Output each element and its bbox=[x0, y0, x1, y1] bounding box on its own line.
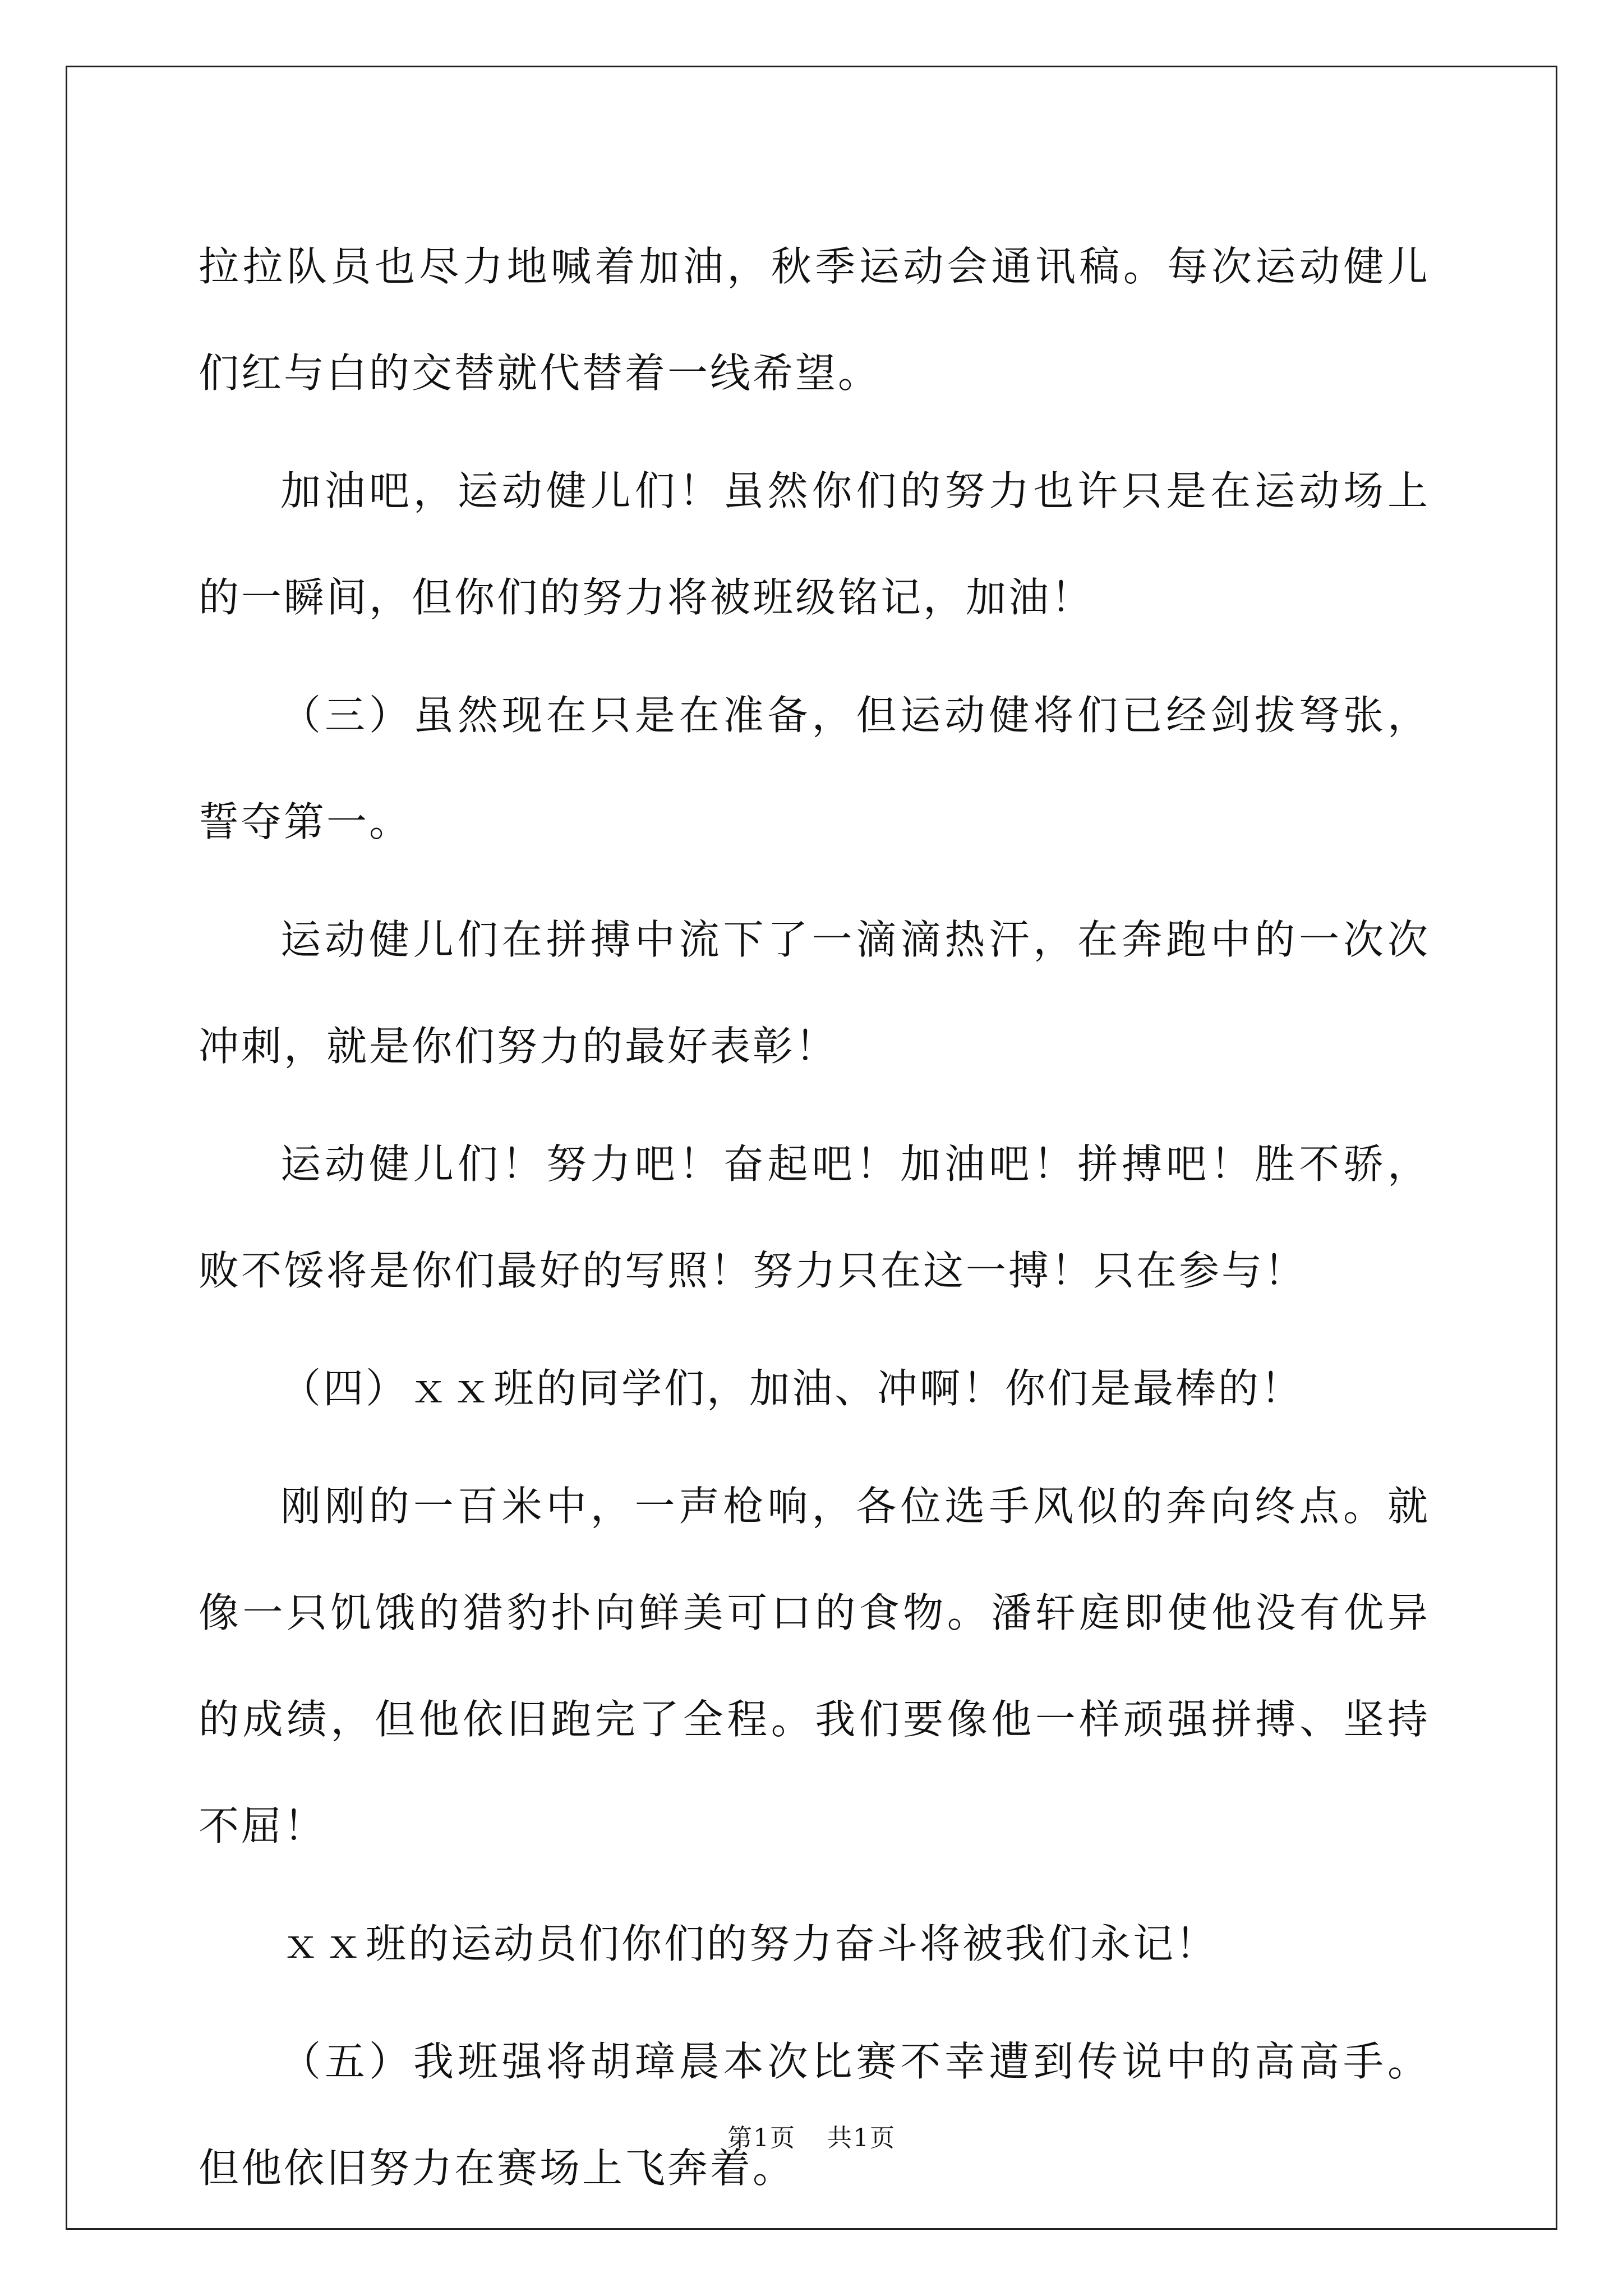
paragraph-8: ｘｘ班的运动员们你们的努力奋斗将被我们永记！ bbox=[280, 1920, 1219, 1967]
paragraph-6: （四）ｘｘ班的同学们，加油、冲啊！你们是最棒的！ bbox=[280, 1365, 1304, 1412]
page-number-total: 共1页 bbox=[827, 2124, 896, 2152]
paragraph-4: 运动健儿们在拼搏中流下了一滴滴热汗，在奔跑中的一次次冲刺，就是你们努力的最好表彰！ bbox=[199, 916, 1430, 1070]
document-body bbox=[199, 213, 1430, 2233]
paragraph-5: 运动健儿们！努力吧！奋起吧！加油吧！拼搏吧！胜不骄，败不馁将是你们最好的写照！努力只在这一搏！只在参与！ bbox=[199, 1140, 1430, 1294]
paragraph-3: （三）虽然现在只是在准备，但运动健将们已经剑拔弩张，誓夺第一。 bbox=[199, 692, 1430, 845]
paragraph-9: （五）我班强将胡璋晨本次比赛不幸遭到传说中的高高手。但他依旧努力在赛场上飞奔着。 bbox=[199, 2038, 1430, 2192]
page-footer bbox=[0, 2122, 1623, 2155]
page-number-current: 第1页 bbox=[727, 2124, 796, 2152]
paragraph-2: 加油吧，运动健儿们！虽然你们的努力也许只是在运动场上的一瞬间，但你们的努力将被班级铭记，加油！ bbox=[199, 467, 1430, 621]
paragraph-1: 拉拉队员也尽力地喊着加油，秋季运动会通讯稿。每次运动健儿们红与白的交替就代替着一线希望。 bbox=[199, 243, 1430, 397]
paragraph-7: 刚刚的一百米中，一声枪响，各位选手风似的奔向终点。就像一只饥饿的猎豹扑向鲜美可口的食物。潘轩庭即使他没有优异的成绩，但他依旧跑完了全程。我们要像他一样顽强拼搏、坚持不屈！ bbox=[199, 1483, 1430, 1849]
